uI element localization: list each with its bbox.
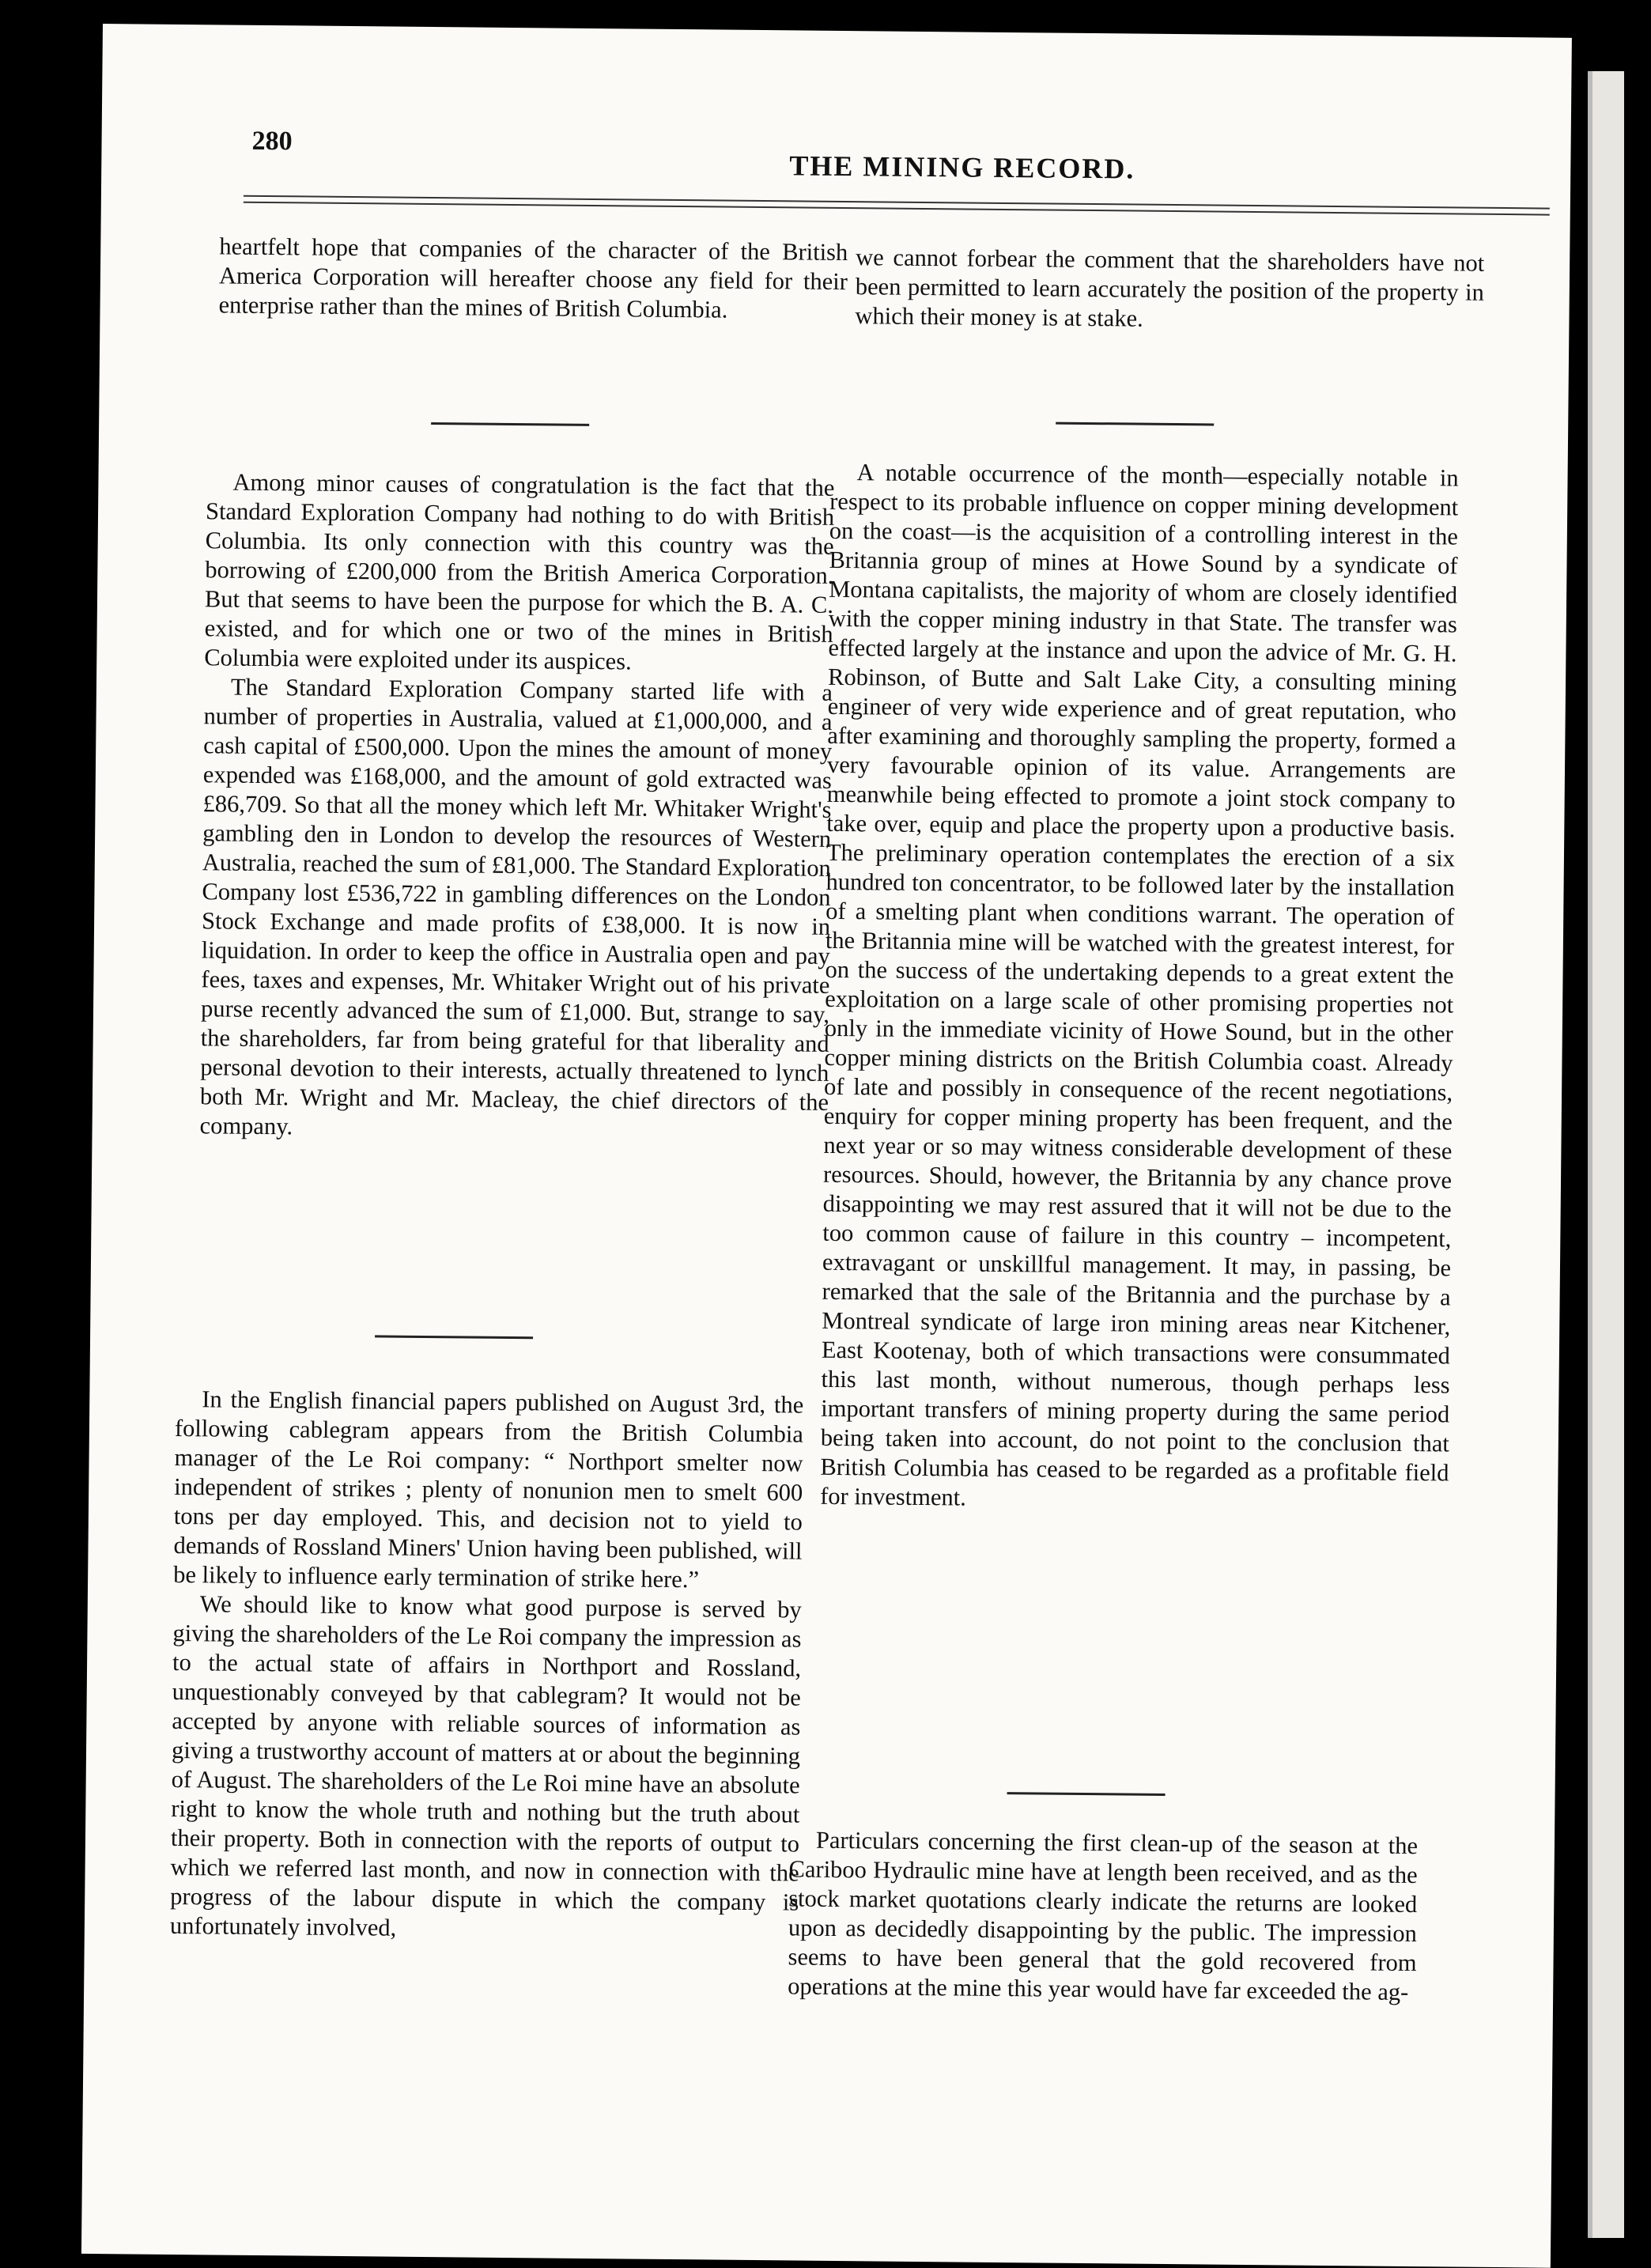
left-paragraph-3: The Standard Exploration Company started life with a number of properties in Australia, valued at £1,000,000, and a cash capital of £500,000. Upon the mines the amount of money expended was £168,000, and the amount of gold extracted was £86,709. So that all the money which left Mr. Whitaker Wright's gambling den in London to develop the resources of Western Australia, reached the sum of £81,000. The Standard Exploration Company lost £536,722 in gambling differences on the London Stock Exchange and made profits of £38,000. It is now in liquidation. In order to keep the office in Australia open and pay fees, taxes and expenses, Mr. Whitaker Wright out of his private purse recently advanced the sum of £1,000. But, strange to say, the shareholders, far from being grateful for that liberality and personal devotion to their interests, actually threatened to lynch both Mr. Wright and Mr. Macleay, the chief directors of the company. [199, 673, 833, 1140]
right-paragraph-1: we cannot forbear the comment that the shareholders have not been permitted to learn accurately the position of the property in which their money is at stake. [855, 244, 1485, 332]
right-paragraph-3: Particulars concerning the first clean-up of the season at the Cariboo Hydraulic mine have at length been received, and as the stock market quotations clearly indicate the returns are looked upon as decidedly disappointing by the public. The impression seems to have been general that the gold recovered from operations at the mine this year would have far exceeded the ag- [788, 1826, 1419, 2005]
left-paragraph-5: We should like to know what good purpose is served by giving the shareholders of the Le Roi company the impression as to the actual state of affairs in Northport and Rossland, unquestionably conveyed by that cablegram? It would not be accepted by anyone with reliable sources of information as giving a trustworthy account of matters at or about the beginning of August. The shareholders of the Le Roi mine have an absolute right to know the whole truth and nothing but the truth about their property. Both in connection with the reports of output to which we referred last month, and now in connection with the progress of the labour dispute in which the company is unfortunately involved, [169, 1590, 802, 1941]
section-divider [431, 422, 589, 426]
left-paragraph-4: In the English financial papers published on August 3rd, the following cablegram appears from the British Columbia manager of the Le Roi company: “ Northport smelter now independent of strikes ; plenty of nonunion men to smelt 600 tons per day employed. This, and decision not to yield to demands of Rossland Miners' Union having been published, will be likely to influence early termination of strike here.” [173, 1385, 804, 1593]
right-column-bottom [788, 1825, 1418, 2007]
left-column-top [218, 232, 848, 326]
page [81, 24, 1572, 2268]
left-paragraph-2: Among minor causes of congratulation is the fact that the Standard Exploration Company had nothing to do with British Columbia. Its only connection with this country was the borrowing of £200,000 from the British America Corporation. But that seems to have been the purpose for which the B. A. C. existed, and for which one or two of the mines in British Columbia were exploited under its auspices. [204, 468, 835, 675]
left-paragraph-1: heartfelt hope that companies of the character of the British America Corporation will hereafter choose any field for their enterprise rather than the mines of British Columbia. [218, 232, 848, 323]
page-number: 280 [251, 126, 293, 157]
right-paragraph-2: A notable occurrence of the month—especially notable in respect to its probable influence on copper mining development on the coast—is the acquisition of a controlling interest in the Britannia group of mines at Howe Sound by a syndicate of Montana capitalists, the majority of whom are closely identified with the copper mining industry in that State. The transfer was effected largely at the instance and upon the advice of Mr. G. H. Robinson, of Butte and Salt Lake City, a consulting mining engineer of very wide experience and of great reputation, who after examining and thoroughly sampling the property, formed a very favourable opinion of its value. Arrangements are meanwhile being effected to promote a joint stock company to take over, equip and place the property upon a productive basis. The preliminary operation contemplates the erection of a six hundred ton concentrator, to be followed later by the installation of a smelting plant when conditions warrant. The operation of the Britannia mine will be watched with the greatest interest, for on the success of the undertaking depends to a great extent the exploitation on a large scale of other promising properties not only in the immediate vicinity of Howe Sound, but in the other copper mining districts on the British Columbia coast. Already of late and possibly in consequence of the recent negotiations, enquiry for copper mining property has been frequent, and the next year or so may witness considerable development of these resources. Should, however, the Britannia by any chance prove disappointing we may rest assured that it will not be due to the too common cause of failure in this country – incompetent, extravagant or unskillful management. It may, in passing, be remarked that the sale of the Britannia and the purchase by a Montreal syndicate of large iron mining areas near Kitchener, East Kootenay, both of which transactions were consummated this last month, without numerous, though perhaps less important transfers of mining property during the same period being taken into account, do not point to the conclusion that British Columbia has ceased to be regarded as a profitable field for investment. [820, 459, 1459, 1511]
section-divider [1056, 422, 1214, 426]
right-column-middle [820, 458, 1459, 1518]
running-head: THE MINING RECORD. [789, 149, 1135, 185]
section-divider [1007, 1792, 1166, 1796]
left-column-bottom [170, 1385, 804, 1947]
header-rule [244, 195, 1550, 216]
right-column-top [855, 243, 1484, 337]
section-divider [375, 1335, 533, 1339]
adjacent-page-edge [1588, 71, 1624, 2238]
left-column-middle [199, 467, 834, 1147]
